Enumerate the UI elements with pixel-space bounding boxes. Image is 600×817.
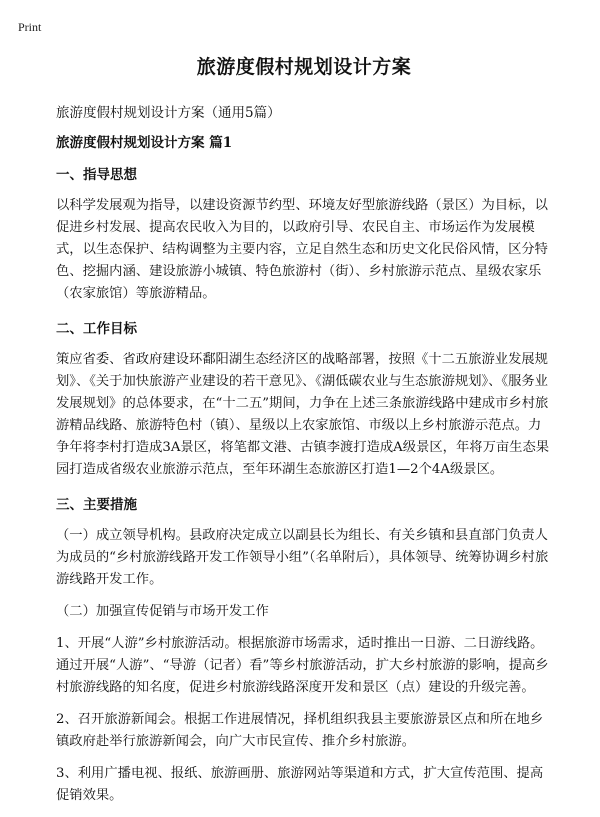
paragraph: 3、利用广播电视、报纸、旅游画册、旅游网站等渠道和方式，扩大宣传范围、提高促销效果。 [56, 766, 544, 803]
document-title: 旅游度假村规划设计方案 [196, 56, 412, 78]
section-heading-work-goals: 二、工作目标 [56, 321, 137, 337]
paragraph: （二）加强宣传促销与市场开发工作 [56, 604, 269, 619]
paragraph: 策应省委、省政府建设环鄱阳湖生态经济区的战略部署，按照《十二五旅游业发展规划》、《关于加快旅游产业建设的若干意见》、《湖低碳农业与生态旅游规划》、《服务业发展规划》的总体要求，在“十二五”期间，力争在上述三条旅游线路中建成市乡村旅游精品线路、旅游特色村（镇）、星级以上农家旅馆、市级以上乡村旅游示范点。力争年将李村打造成3A景区，将笔都文港、古镇李渡打造成A级景区，年将万亩生态果园打造成省级农业旅游示范点，至年环湖生态旅游区打造1—2个4A级景区。 [56, 352, 550, 477]
paragraph: 1、开展“人游”乡村旅游活动。根据旅游市场需求，适时推出一日游、二日游线路。通过开展“人游”、“导游（记者）看”等乡村旅游活动，扩大乡村旅游的影响，提高乡村旅游线路的知名度，促进乡村旅游线路深度开发和景区（点）建设的升级完善。 [56, 636, 549, 695]
paragraph: （一）成立领导机构。县政府决定成立以副县长为组长、有关乡镇和县直部门负责人为成员的“乡村旅游线路开发工作领导小组”（名单附后），具体领导、统筹协调乡村旅游线路开发工作。 [56, 528, 549, 587]
section-heading-main-measures: 三、主要措施 [56, 497, 137, 513]
document-subtitle: 旅游度假村规划设计方案（通用5篇） [56, 105, 281, 121]
document-body [56, 48, 552, 817]
paragraph: 2、召开旅游新闻会。根据工作进展情况，择机组织我县主要旅游景区点和所在地乡镇政府赴举行旅游新闻会，向广大市民宣传、推介乡村旅游。 [56, 712, 544, 749]
article-heading: 旅游度假村规划设计方案 篇1 [56, 135, 233, 151]
section-heading-guiding-ideology: 一、指导思想 [56, 167, 137, 183]
paragraph: 以科学发展观为指导，以建设资源节约型、环境友好型旅游线路（景区）为目标，以促进乡村发展、提高农民收入为目的，以政府引导、农民自主、市场运作为发展模式，以生态保护、结构调整为主要内容，立足自然生态和历史文化民俗风情，区分特色、挖掘内涵、建设旅游小城镇、特色旅游村（街）、乡村旅游示范点、星级农家乐（农家旅馆）等旅游精品。 [56, 198, 548, 301]
print-link[interactable]: Print [18, 20, 42, 34]
